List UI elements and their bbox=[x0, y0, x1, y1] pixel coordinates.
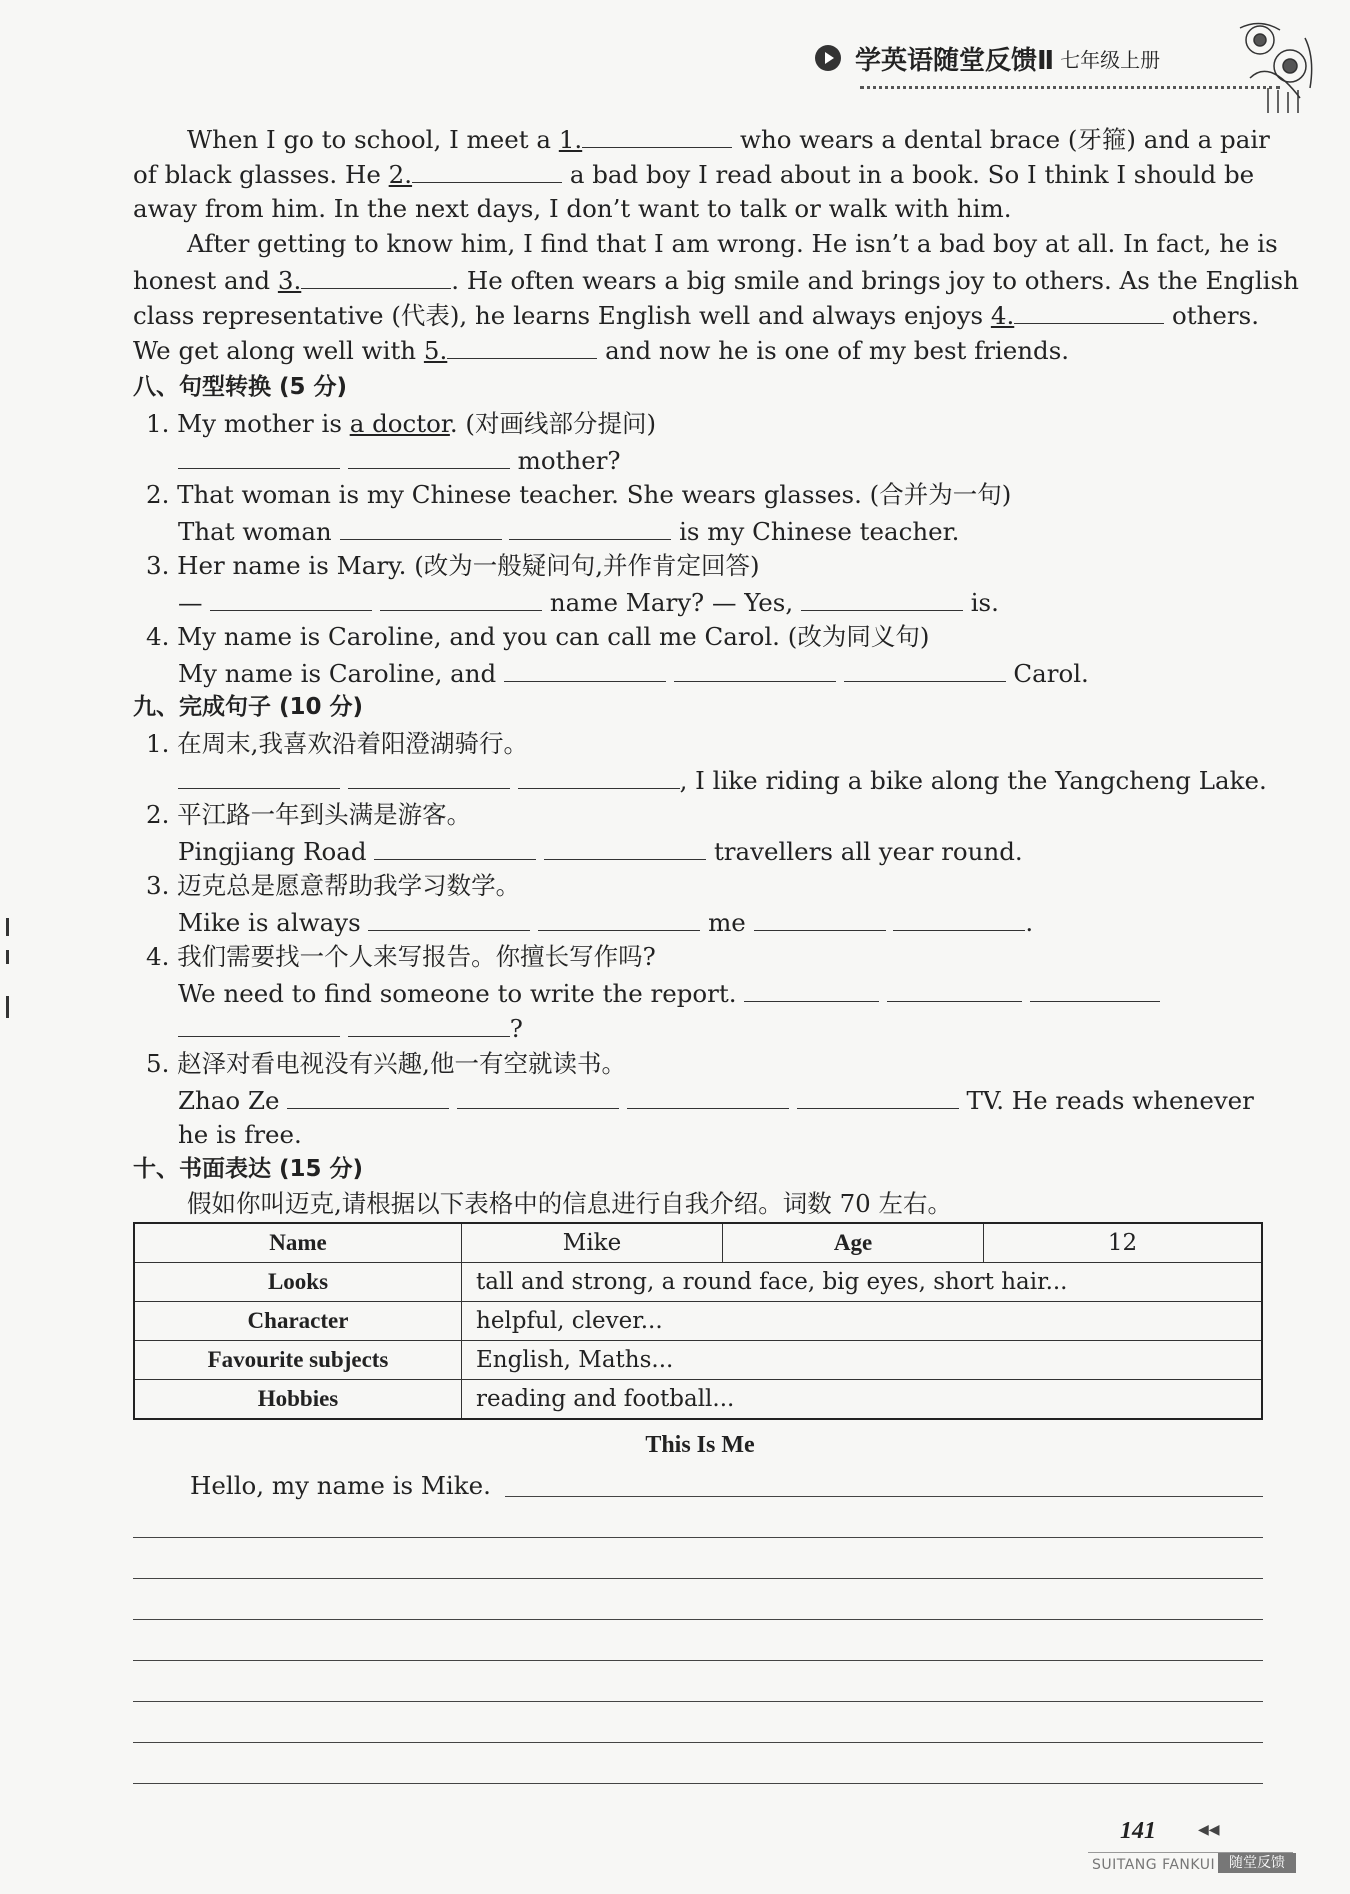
answer-blank[interactable] bbox=[544, 833, 706, 860]
question: 2. 平江路一年到头满是游客。 bbox=[146, 800, 472, 829]
play-icon bbox=[815, 45, 841, 71]
flower-decoration-icon bbox=[1230, 18, 1320, 113]
answer-blank[interactable] bbox=[348, 442, 510, 469]
passage-line: class representative (代表), he learns English well and always enjoys 4. others. bbox=[133, 297, 1259, 333]
answer-blank[interactable] bbox=[1014, 297, 1164, 324]
table-value: tall and strong, a round face, big eyes, short hair... bbox=[462, 1263, 1263, 1302]
answer-line: Zhao Ze TV. He reads whenever bbox=[178, 1082, 1254, 1118]
section-title: 十、书面表达 (15 分) bbox=[133, 1156, 364, 1182]
info-table bbox=[133, 1222, 1263, 1420]
answer-blank[interactable] bbox=[412, 156, 562, 183]
writing-line[interactable] bbox=[133, 1701, 1263, 1702]
answer-blank[interactable] bbox=[457, 1082, 619, 1109]
table-value: Mike bbox=[462, 1223, 723, 1263]
answer-blank[interactable] bbox=[744, 975, 879, 1002]
book-subtitle: 七年级上册 bbox=[1060, 47, 1161, 72]
answer-blank[interactable] bbox=[178, 762, 340, 789]
answer-line: My name is Caroline, and Carol. bbox=[178, 655, 1089, 691]
answer-blank[interactable] bbox=[1030, 975, 1160, 1002]
answer-blank[interactable] bbox=[178, 442, 340, 469]
answer-blank[interactable] bbox=[582, 121, 732, 148]
answer-blank[interactable] bbox=[348, 762, 510, 789]
margin-mark bbox=[6, 996, 9, 1018]
book-title: 学英语随堂反馈Ⅱ bbox=[855, 45, 1055, 76]
question: 3. 迈克总是愿意帮助我学习数学。 bbox=[146, 871, 521, 900]
table-value: reading and football... bbox=[462, 1380, 1263, 1420]
table-label: Hobbies bbox=[134, 1380, 462, 1420]
answer-blank[interactable] bbox=[797, 1082, 959, 1109]
table-label: Character bbox=[134, 1302, 462, 1341]
answer-line: That woman is my Chinese teacher. bbox=[178, 513, 959, 549]
writing-line[interactable] bbox=[133, 1619, 1263, 1620]
answer-blank[interactable] bbox=[301, 262, 451, 289]
passage-line: We get along well with 5. and now he is one of my best friends. bbox=[133, 332, 1069, 368]
answer-blank[interactable] bbox=[178, 1010, 340, 1037]
essay-title: This Is Me bbox=[645, 1432, 755, 1458]
table-label: Favourite subjects bbox=[134, 1341, 462, 1380]
footer-brand-cn: 随堂反馈 bbox=[1218, 1853, 1296, 1873]
answer-blank[interactable] bbox=[844, 655, 1006, 682]
instruction: 假如你叫迈克,请根据以下表格中的信息进行自我介绍。词数 70 左右。 bbox=[187, 1189, 953, 1218]
margin-mark bbox=[6, 918, 9, 936]
table-label: Age bbox=[723, 1223, 984, 1263]
passage-line: After getting to know him, I find that I am wrong. He isn’t a bad boy at all. In fact, he is bbox=[187, 229, 1278, 258]
answer-blank[interactable] bbox=[518, 762, 680, 789]
margin-mark bbox=[6, 950, 9, 964]
answer-line: — name Mary? — Yes, is. bbox=[178, 584, 999, 620]
answer-blank[interactable] bbox=[380, 584, 542, 611]
question: 1. 在周末,我喜欢沿着阳澄湖骑行。 bbox=[146, 729, 528, 758]
essay-start: Hello, my name is Mike. bbox=[190, 1471, 491, 1500]
writing-line[interactable] bbox=[133, 1660, 1263, 1661]
answer-blank[interactable] bbox=[340, 513, 502, 540]
page-number: 141 bbox=[1120, 1818, 1156, 1844]
answer-line: he is free. bbox=[178, 1120, 302, 1149]
answer-blank[interactable] bbox=[348, 1010, 510, 1037]
answer-blank[interactable] bbox=[538, 904, 700, 931]
answer-blank[interactable] bbox=[887, 975, 1022, 1002]
answer-blank[interactable] bbox=[447, 332, 597, 359]
answer-blank[interactable] bbox=[674, 655, 836, 682]
double-arrow-left-icon: ◀◀ bbox=[1198, 1822, 1220, 1838]
table-row bbox=[134, 1380, 1262, 1420]
answer-blank[interactable] bbox=[210, 584, 372, 611]
section-title: 八、句型转换 (5 分) bbox=[133, 374, 348, 400]
passage-line: honest and 3. . He often wears a big smile and brings joy to others. As the English bbox=[133, 262, 1299, 298]
answer-line: Pingjiang Road travellers all year round. bbox=[178, 833, 1023, 869]
question: 3. Her name is Mary. (改为一般疑问句,并作肯定回答) bbox=[146, 551, 760, 580]
question: 2. That woman is my Chinese teacher. She wears glasses. (合并为一句) bbox=[146, 480, 1012, 509]
table-row bbox=[134, 1341, 1262, 1380]
page-header bbox=[815, 38, 1160, 78]
question: 4. 我们需要找一个人来写报告。你擅长写作吗? bbox=[146, 942, 656, 971]
answer-blank[interactable] bbox=[627, 1082, 789, 1109]
answer-line: , I like riding a bike along the Yangcheng Lake. bbox=[178, 762, 1267, 798]
passage-line: of black glasses. He 2. a bad boy I read about in a book. So I think I should be bbox=[133, 156, 1254, 192]
table-row bbox=[134, 1223, 1262, 1263]
table-row bbox=[134, 1263, 1262, 1302]
header-dotted-rule bbox=[860, 86, 1280, 89]
answer-blank[interactable] bbox=[374, 833, 536, 860]
answer-blank[interactable] bbox=[801, 584, 963, 611]
footer-brand-en: SUITANG FANKUI bbox=[1092, 1857, 1216, 1873]
section-title: 九、完成句子 (10 分) bbox=[133, 694, 364, 720]
answer-line: We need to find someone to write the report. bbox=[178, 975, 1160, 1011]
passage-line: away from him. In the next days, I don’t want to talk or walk with him. bbox=[133, 194, 1012, 223]
answer-line: ? bbox=[178, 1010, 523, 1046]
table-label: Name bbox=[134, 1223, 462, 1263]
writing-line[interactable] bbox=[133, 1537, 1263, 1538]
writing-line[interactable] bbox=[133, 1783, 1263, 1784]
answer-line: mother? bbox=[178, 442, 621, 478]
answer-blank[interactable] bbox=[287, 1082, 449, 1109]
writing-line[interactable] bbox=[505, 1496, 1263, 1497]
table-row bbox=[134, 1302, 1262, 1341]
table-value: English, Maths... bbox=[462, 1341, 1263, 1380]
answer-line: Mike is always me . bbox=[178, 904, 1033, 940]
table-value: helpful, clever... bbox=[462, 1302, 1263, 1341]
question: 5. 赵泽对看电视没有兴趣,他一有空就读书。 bbox=[146, 1049, 626, 1078]
answer-blank[interactable] bbox=[368, 904, 530, 931]
answer-blank[interactable] bbox=[509, 513, 671, 540]
writing-line[interactable] bbox=[133, 1578, 1263, 1579]
question: 1. My mother is a doctor. (对画线部分提问) bbox=[146, 409, 657, 438]
table-value: 12 bbox=[984, 1223, 1263, 1263]
passage-line: When I go to school, I meet a 1. who wears a dental brace (牙箍) and a pair bbox=[187, 121, 1270, 157]
answer-blank[interactable] bbox=[754, 904, 886, 931]
question: 4. My name is Caroline, and you can call me Carol. (改为同义句) bbox=[146, 622, 930, 651]
writing-line[interactable] bbox=[133, 1742, 1263, 1743]
answer-blank[interactable] bbox=[504, 655, 666, 682]
table-label: Looks bbox=[134, 1263, 462, 1302]
answer-blank[interactable] bbox=[893, 904, 1025, 931]
